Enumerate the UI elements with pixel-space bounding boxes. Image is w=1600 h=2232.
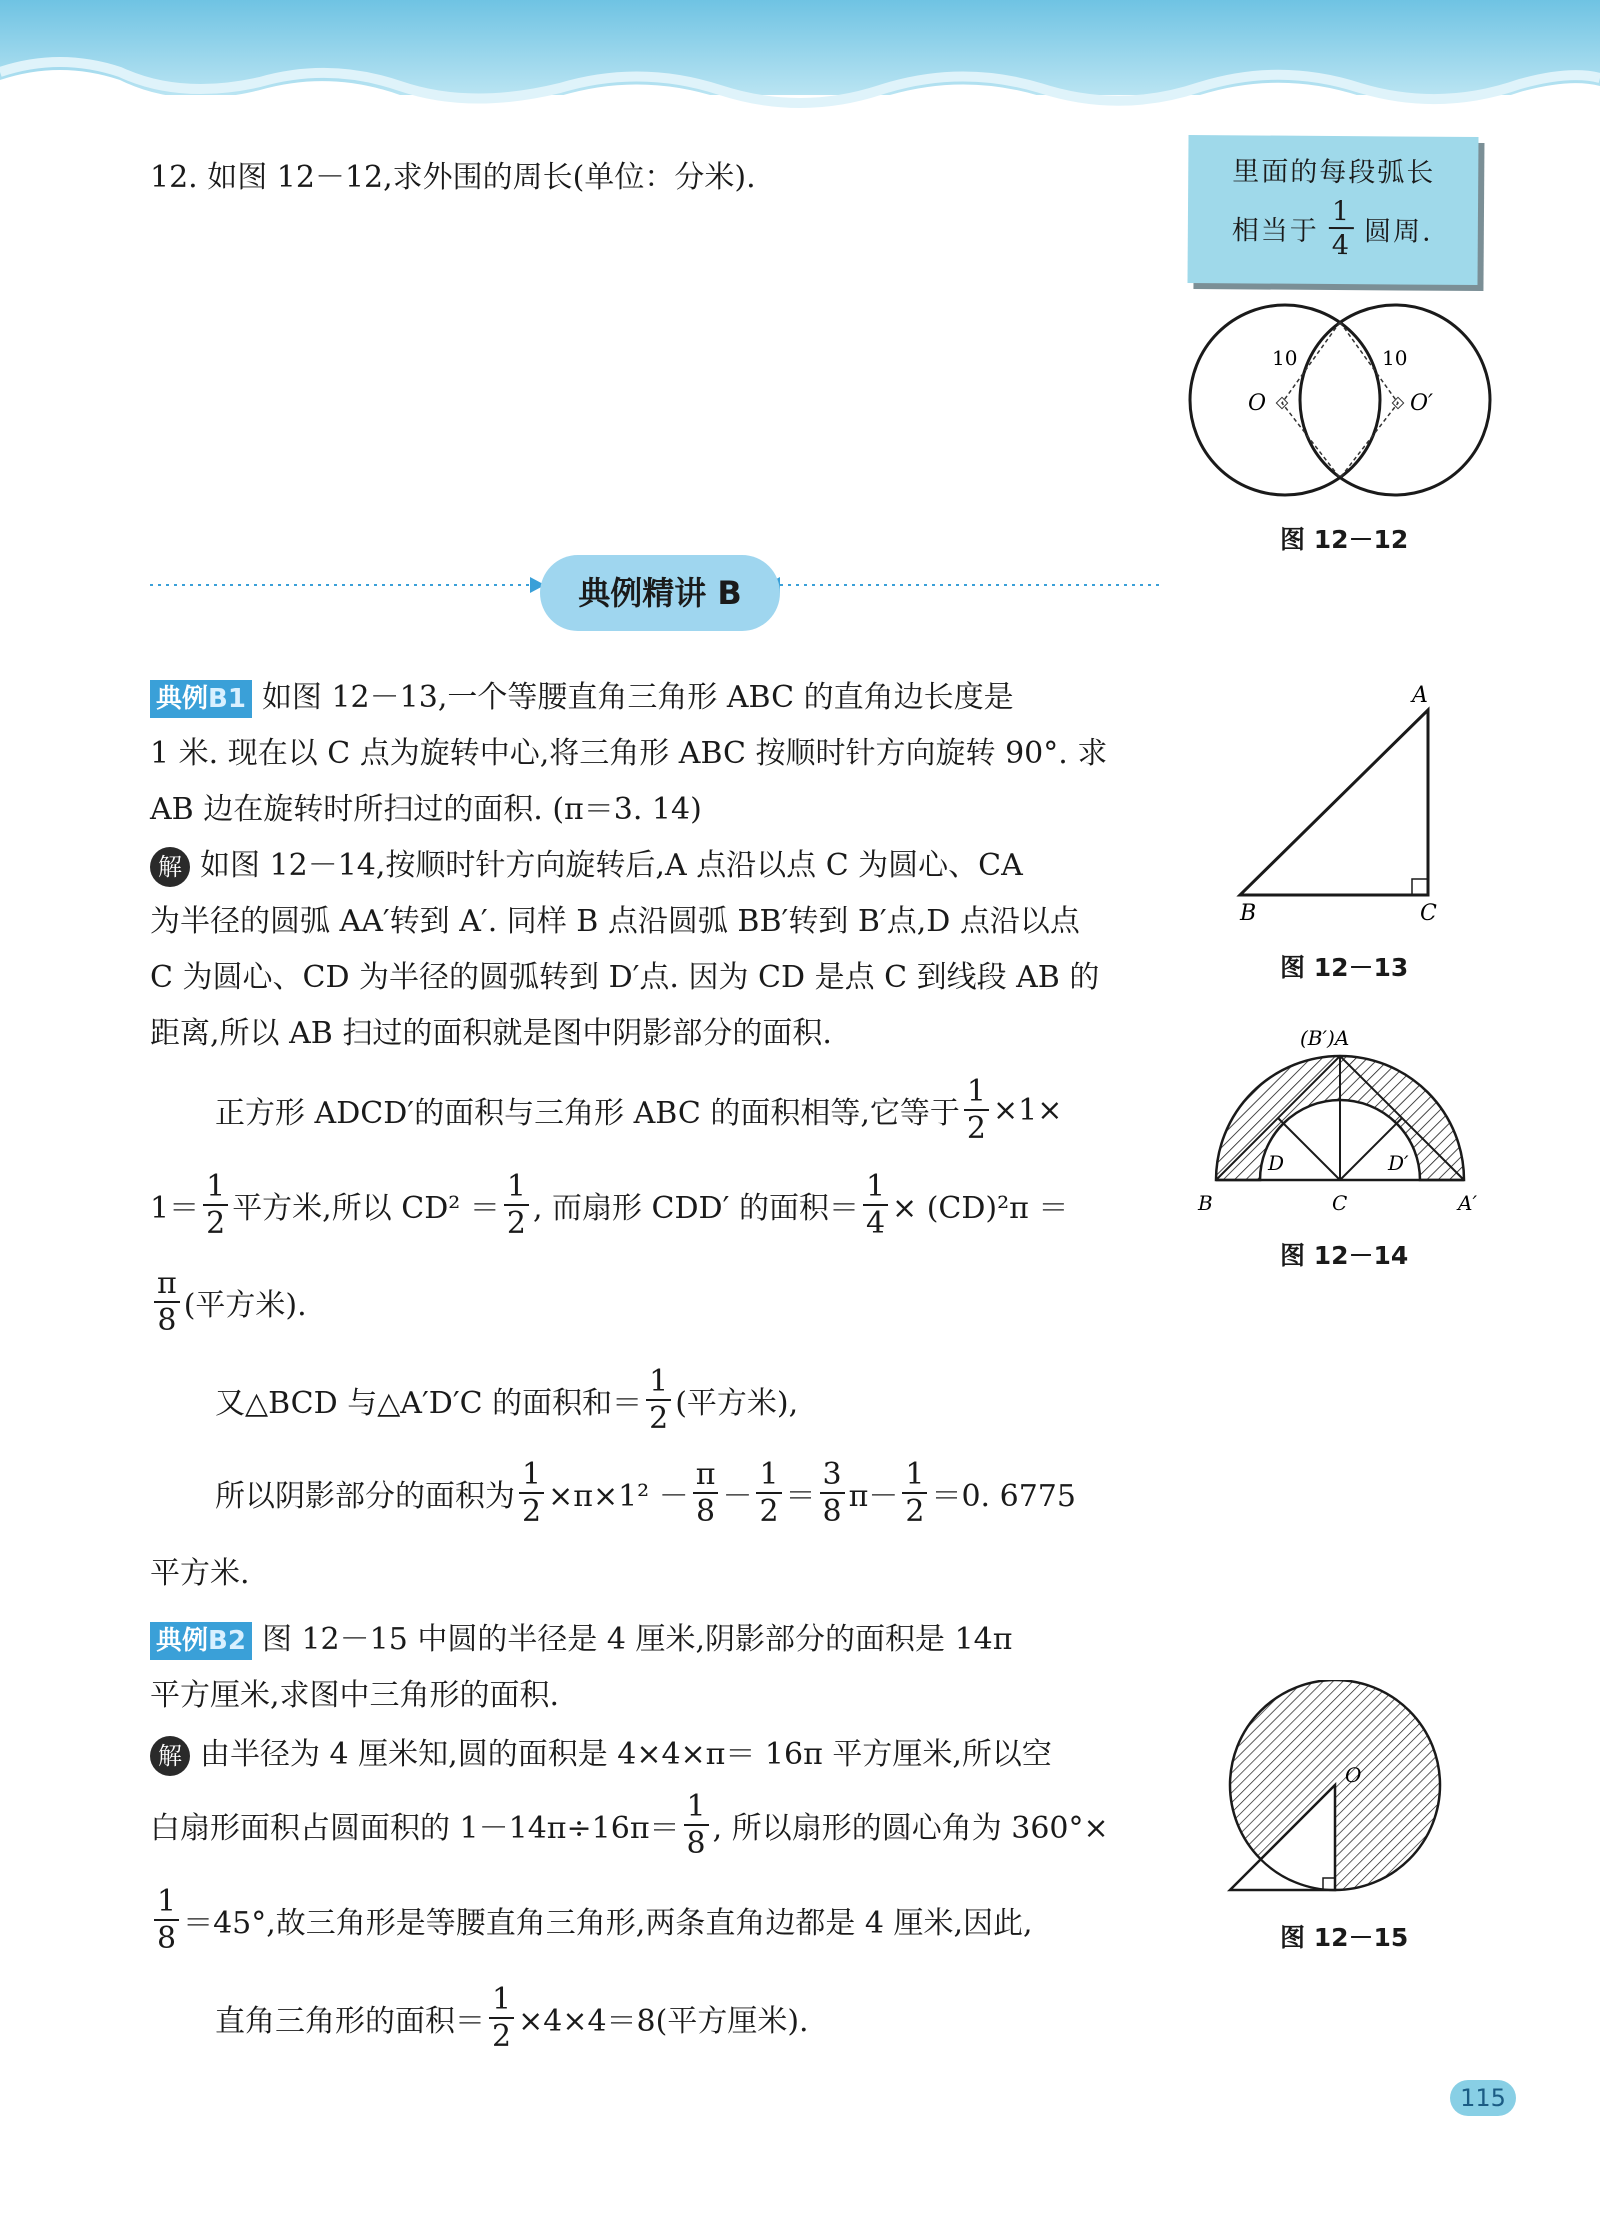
solution-b2-line-4: 直角三角形的面积＝ $\frac{1}{2}$ ×4×4＝8(平方厘米).	[215, 1981, 809, 2054]
figure-12-15-caption: 图 12－15	[1280, 1923, 1409, 1952]
header-cloud-band	[0, 0, 1600, 150]
tip-box	[1187, 135, 1478, 285]
problem-12-text: 如图 12－12,求外围的周长(单位：分米).	[207, 160, 756, 195]
example-b1-line-2: 1 米. 现在以 C 点为旋转中心,将三角形 ABC 按顺时针方向旋转 90°. 求	[150, 736, 1108, 771]
solution-icon: 解	[150, 847, 190, 887]
solution-b2-line-3: $\frac{1}{8}$ ＝45°,故三角形是等腰直角三角形,两条直角边都是 4 厘米,因此,	[150, 1880, 1033, 1960]
label-o: O	[1345, 1763, 1362, 1787]
tip-line-1: 里面的每段弧长	[1232, 156, 1436, 189]
example-b1	[150, 670, 1160, 838]
section-title: 典例精讲 B	[540, 555, 780, 631]
example-b2-line-2: 平方厘米,求图中三角形的面积.	[150, 1678, 560, 1713]
solution-b1-math-6: 平方米.	[150, 1556, 250, 1591]
solution-b1-line-3: C 为圆心、CD 为半径的圆弧转到 D′点. 因为 CD 是点 C 到线段 AB 的	[150, 960, 1100, 995]
figure-12-14-caption: 图 12－14	[1280, 1241, 1409, 1270]
figure-12-14	[1190, 1020, 1490, 1230]
example-b1-line-1: 典例B1 如图 12－13,一个等腰直角三角形 ABC 的直角边长度是	[150, 670, 1160, 726]
tip-line-2	[1231, 195, 1433, 262]
solution-b1-math-4: 又△BCD 与△A′D′C 的面积和＝ $\frac{1}{2}$ (平方米),	[215, 1363, 799, 1436]
problem-12-number: 12.	[150, 160, 198, 195]
example-b2-tag: 典例B2	[150, 1622, 252, 1660]
label-c: C	[1332, 1191, 1348, 1215]
label-o: O	[1248, 391, 1267, 416]
solution-b2-line-1: 解 由半径为 4 厘米知,圆的面积是 4×4×π＝ 16π 平方厘米,所以空	[150, 1727, 1160, 1783]
solution-b2-line-2: 白扇形面积占圆面积的 1－14π÷16π＝ $\frac{1}{8}$ , 所以扇形的圆心角为 360°×	[150, 1788, 1109, 1861]
figure-12-12	[1170, 300, 1510, 510]
label-d: D	[1268, 1151, 1285, 1175]
page-number: 115	[1450, 2080, 1516, 2116]
triangle-abc	[1240, 710, 1428, 895]
solution-icon: 解	[150, 1736, 190, 1776]
problem-12	[150, 152, 756, 196]
example-b2-line-1: 典例B2 图 12－15 中圆的半径是 4 厘米,阴影部分的面积是 14π	[150, 1612, 1160, 1668]
label-b: B	[1198, 1191, 1213, 1215]
figure-12-13-caption: 图 12－13	[1280, 953, 1409, 982]
solution-b1-math-5: 所以阴影部分的面积为 $\frac{1}{2}$ ×π×1² － $\frac{\pi}{8}$ － $\frac{1}{2}$ ＝ $\frac{3}{8}$ π－ $\frac{1}{2}$ ＝0. 6775	[215, 1456, 1076, 1529]
label-c: C	[1420, 901, 1437, 926]
solution-b1-math-1: 正方形 ADCD′的面积与三角形 ABC 的面积相等,它等于 $\frac{1}{2}$ ×1×	[215, 1073, 1063, 1146]
label-a: A	[1412, 683, 1428, 708]
label-b: B	[1240, 901, 1257, 926]
label-a-prime: A′	[1458, 1191, 1477, 1215]
tip-line-2-pre: 相当于	[1231, 215, 1319, 247]
figure-12-15	[1225, 1680, 1465, 1910]
example-b2	[150, 1612, 1160, 1724]
solution-b1-line-2: 为半径的圆弧 AA′转到 A′. 同样 B 点沿圆弧 BB′转到 B′点,D 点沿以点	[150, 904, 1080, 939]
label-d-prime: D′	[1388, 1151, 1409, 1175]
example-b1-tag: 典例B1	[150, 680, 252, 718]
solution-b1-line-1: 解 如图 12－14,按顺时针方向旋转后,A 点沿以点 C 为圆心、CA	[150, 838, 1160, 894]
solution-b1-math-3: $\frac{\pi}{8}$ (平方米).	[150, 1262, 307, 1342]
solution-b1-line-4: 距离,所以 AB 扫过的面积就是图中阴影部分的面积.	[150, 1016, 832, 1051]
label-b-prime-a: (B′)A	[1300, 1026, 1350, 1050]
label-10-right: 10	[1382, 346, 1408, 370]
tip-line-2-post: 圆周.	[1363, 216, 1433, 248]
label-10-left: 10	[1272, 346, 1298, 370]
figure-12-13	[1220, 680, 1450, 930]
solution-b1	[150, 838, 1160, 1062]
figure-12-12-caption: 图 12－12	[1280, 525, 1409, 554]
label-o-prime: O′	[1410, 391, 1434, 416]
tip-fraction: $\frac{1}{4}$	[1329, 198, 1355, 259]
solution-b1-math-2: 1＝ $\frac{1}{2}$ 平方米,所以 CD² ＝ $\frac{1}{2}$ , 而扇形 CDD′ 的面积＝ $\frac{1}{4}$ × (CD)²π ＝	[150, 1168, 1069, 1241]
example-b1-line-3: AB 边在旋转时所扫过的面积. (π＝3. 14)	[150, 792, 702, 827]
